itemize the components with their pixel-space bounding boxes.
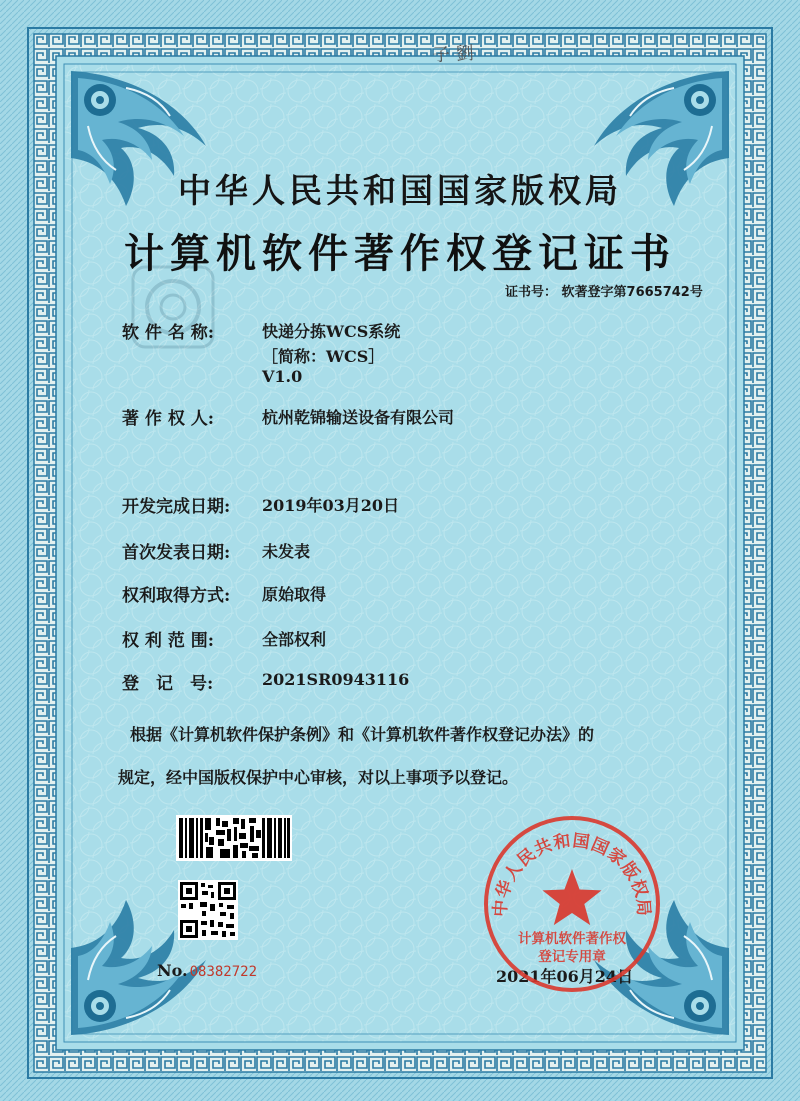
- rights-scope-label: 权 利 范 围:: [122, 631, 215, 651]
- qr-code: [178, 880, 238, 940]
- issuing-authority: 中华人民共和国国家版权局: [178, 171, 622, 210]
- completion-date-label: 开发完成日期:: [122, 497, 231, 517]
- registration-number-value: 2021SR0943116: [262, 670, 410, 689]
- serial-number-label: No.: [157, 961, 188, 980]
- certificate-number: 证书号： 软著登字第7665742号: [505, 285, 703, 300]
- registration-number-label: 登 记 号:: [122, 674, 214, 694]
- publication-date-label: 首次发表日期:: [122, 543, 231, 563]
- issue-date: 2021年06月24日: [496, 967, 634, 986]
- acquisition-method-value: 原始取得: [262, 585, 327, 604]
- official-seal: [480, 812, 664, 996]
- rights-scope-value: 全部权利: [262, 630, 327, 649]
- publication-date-value: 未发表: [262, 542, 311, 561]
- software-name-value: 快递分拣WCS系统: [262, 322, 401, 341]
- acquisition-method-label: 权利取得方式:: [122, 586, 231, 606]
- copyright-owner-value: 杭州乾锦输送设备有限公司: [262, 408, 455, 427]
- completion-date-value: 2019年03月20日: [262, 496, 400, 515]
- handwritten-note: 子 劉: [431, 42, 475, 67]
- software-short-name: ［简称：WCS］: [262, 347, 385, 366]
- serial-number-value: 08382722: [189, 964, 258, 980]
- software-name-label: 软 件 名 称:: [122, 323, 215, 343]
- statement-line-1: 根据《计算机软件保护条例》和《计算机软件著作权登记办法》的: [130, 725, 595, 744]
- software-version: V1.0: [262, 367, 303, 386]
- seal-inner-line-1: 计算机软件著作权: [518, 931, 626, 947]
- seal-outer-text: 中华人民共和国国家版权局: [490, 831, 654, 918]
- barcode: [176, 815, 292, 861]
- statement-line-2: 规定，经中国版权保护中心审核，对以上事项予以登记。: [118, 768, 519, 787]
- seal-star-icon: [543, 869, 602, 925]
- certificate-title: 计算机软件著作权登记证书: [124, 230, 676, 277]
- seal-inner-line-2: 登记专用章: [538, 949, 606, 965]
- copyright-owner-label: 著 作 权 人:: [122, 409, 215, 429]
- serial-number: [157, 961, 257, 980]
